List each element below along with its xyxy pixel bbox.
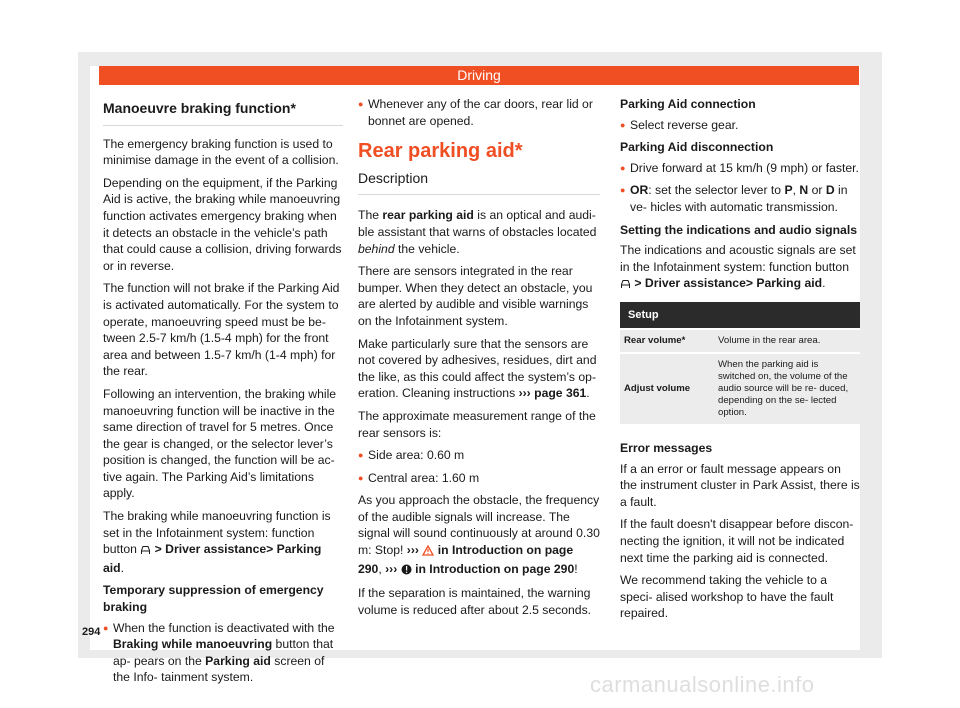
page-reference-link[interactable]: in Introduction on page 290 [415,561,575,576]
table-row: Rear volume* Volume in the rear area. [620,328,860,352]
list-item: ● Whenever any of the car doors, rear lid or bonnet are opened. [358,96,600,129]
list-item: ● When the function is deactivated with the Braking while manoeuvring button that ap- pears on the Parking aid screen of the Info- tainment system. [103,620,343,686]
paragraph: As you approach the obstacle, the frequency of the audible signals will increase. The signal will sound continuously at around 0.30 m: Stop! ››› in Introduction on page 290, ››› in Introduction on page 290! [358,492,600,579]
subheading-description: Description [358,170,600,196]
page-reference-link[interactable]: in Introduction on page 290 [358,543,574,576]
paragraph: We recommend taking the vehicle to a speci- alised workshop to have the fault repaired. [620,573,834,621]
heading-error-messages: Error messages [620,440,713,455]
paragraph: Following an intervention, the braking while manoeuvring function will be inactive in the same direction of travel for 5 metres. Once the gear is changed, or the selector lever’s position is changed, the function will be ac- tive again. The Parking Aid’s limitations apply. [103,386,337,501]
paragraph: The braking while manoeuvring function is set in the Infotainment system: function button > Driver assistance> Parking aid. [103,509,331,575]
page-reference-link[interactable]: ››› page 361 [518,386,587,401]
heading-parking-aid-connection: Parking Aid connection [620,97,756,111]
list-item: ● Central area: 1.60 m [358,470,600,487]
warning-triangle-icon [422,544,434,561]
paragraph: If the fault doesn't disappear before discon- necting the ignition, it will not be indicated next time the parking aid is connected. [620,517,854,565]
watermark: carmanualsonline.info [590,672,815,697]
column-3 [620,96,860,628]
subheading-temporary-suppression: Temporary suppression of emergency braking [103,583,324,615]
paragraph: The function will not brake if the Parking Aid is activated automatically. For the system to operate, manoeuvring speed must be be- tween 2.5-7 km/h (1.5-4 mph) for the front area and between 1.5-7 km/h (1-4 mph) for the rear. [103,281,340,379]
list-item: ● Select reverse gear. [620,117,860,134]
car-icon [620,277,631,294]
heading-rear-parking-aid: Rear parking aid* [358,140,523,163]
list-item: ● OR: set the selector lever to P, N or D in ve- hicles with automatic transmission. [620,182,860,215]
paragraph: Make particularly sure that the sensors are not covered by adhesives, residues, dirt and the like, as this could affect the system’s op- eration. Cleaning instructions ››› page 361. [358,336,597,401]
paragraph: The indications and acoustic signals are set in the Infotainment system: function button > Driver assistance> Parking aid. [620,242,860,294]
heading-parking-aid-disconnection: Parking Aid disconnection [620,140,774,155]
column-1 [103,96,343,692]
table-header: Setup [620,302,860,328]
paragraph: If a an error or fault message appears on the instrument cluster in Park Assist, there is a fault. [620,461,860,509]
paragraph: The emergency braking function is used to minimise damage in the event of a collision. [103,136,339,168]
paragraph: There are sensors integrated in the rear bumper. When they detect an obstacle, you are alerted by audible and visible warnings on the Infotainment system. [358,264,593,328]
info-circle-icon [401,563,412,580]
paragraph: Depending on the equipment, if the Parking Aid is active, the braking while manoeuvring function activates emergency braking when it detects an obstacle in the vehicle’s path that could cause a collision, driving forwards or in reverse. [103,175,342,273]
heading-indications-audio: Setting the indications and audio signals [620,222,858,237]
page-number: 294 [82,626,101,638]
car-icon [140,543,151,560]
heading-manoeuvre-braking: Manoeuvre braking function* [103,100,343,126]
list-item: ● Drive forward at 15 km/h (9 mph) or faster. [620,160,860,177]
section-header: Driving [99,66,859,85]
list-item: ● Side area: 0.60 m [358,447,600,464]
paragraph: If the separation is maintained, the warning volume is reduced after about 2.5 seconds. [358,586,592,617]
table-row: Adjust volume When the parking aid is switched on, the volume of the audio source will be re- duced, depending on the se- lected option. [620,352,860,424]
column-2 [358,96,600,624]
paragraph: The rear parking aid is an optical and audi- ble assistant that warns of obstacles located behind the vehicle. [358,208,597,256]
setup-table [620,302,860,424]
paragraph: The approximate measurement range of the rear sensors is: [358,408,596,440]
